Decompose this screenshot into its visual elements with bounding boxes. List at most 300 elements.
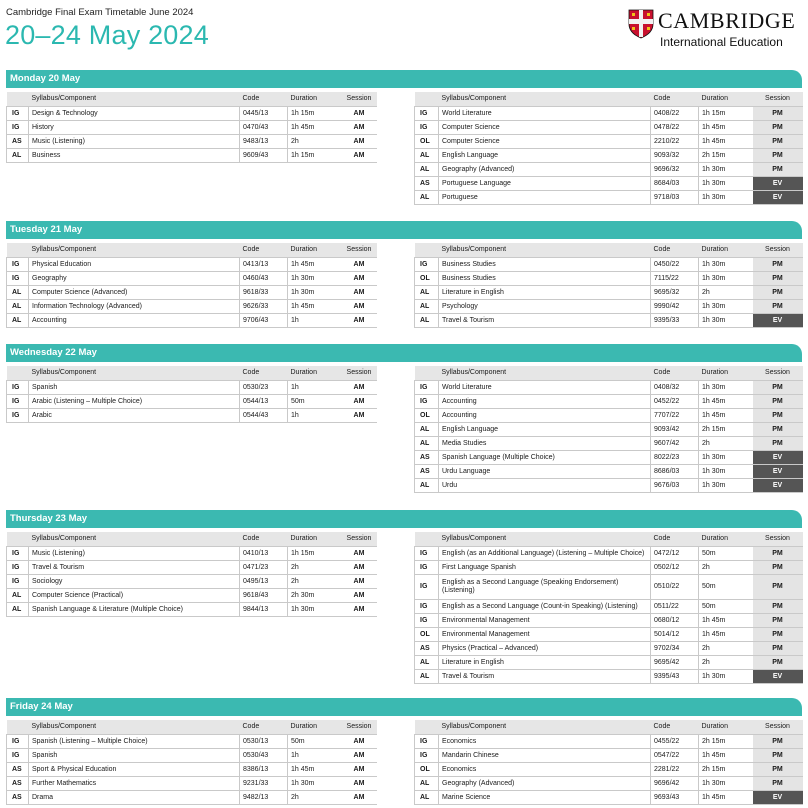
component-cell: Travel & Tourism <box>29 560 240 574</box>
table-row <box>415 655 803 669</box>
session-cell: AM <box>342 546 377 560</box>
table-row <box>7 313 377 327</box>
duration-cell: 1h <box>288 380 342 394</box>
code-cell: 0510/22 <box>651 574 699 599</box>
duration-cell: 2h <box>288 560 342 574</box>
code-cell: 0460/43 <box>240 271 288 285</box>
duration-cell: 1h 45m <box>699 120 753 134</box>
level-cell: AL <box>415 422 439 436</box>
duration-cell: 2h <box>699 655 753 669</box>
level-cell: AL <box>7 602 29 616</box>
code-cell: 0511/22 <box>651 599 699 613</box>
code-cell: 0544/43 <box>240 408 288 422</box>
duration-cell: 1h <box>288 408 342 422</box>
component-cell: Spanish <box>29 748 240 762</box>
left-session-table <box>6 532 377 617</box>
table-row <box>7 762 377 776</box>
code-cell: 9609/43 <box>240 148 288 162</box>
level-cell: AS <box>7 776 29 790</box>
component-cell: Music (Listening) <box>29 546 240 560</box>
code-header: Code <box>240 243 288 257</box>
session-header: Session <box>753 243 803 257</box>
code-cell: 9695/32 <box>651 285 699 299</box>
duration-cell: 2h <box>699 436 753 450</box>
table-header-row <box>415 366 803 380</box>
table-row <box>415 271 803 285</box>
component-cell: Spanish <box>29 380 240 394</box>
duration-cell: 2h 15m <box>699 422 753 436</box>
session-cell: AM <box>342 313 377 327</box>
session-cell: AM <box>342 588 377 602</box>
duration-cell: 2h <box>699 641 753 655</box>
session-cell: PM <box>753 734 803 748</box>
code-header: Code <box>651 92 699 106</box>
table-row <box>415 408 803 422</box>
component-cell: Drama <box>29 790 240 804</box>
table-row <box>415 285 803 299</box>
code-cell: 0530/23 <box>240 380 288 394</box>
level-header <box>415 243 439 257</box>
table-row <box>7 134 377 148</box>
table-row <box>7 380 377 394</box>
level-cell: AL <box>415 190 439 204</box>
session-cell: AM <box>342 148 377 162</box>
component-header: Syllabus/Component <box>439 532 651 546</box>
level-cell: IG <box>7 574 29 588</box>
duration-cell: 1h 15m <box>699 106 753 120</box>
session-header: Session <box>753 92 803 106</box>
session-header: Session <box>342 720 377 734</box>
table-row <box>7 120 377 134</box>
table-row <box>415 762 803 776</box>
duration-cell: 2h 15m <box>699 762 753 776</box>
table-row <box>415 380 803 394</box>
duration-cell: 50m <box>288 734 342 748</box>
component-cell: Business <box>29 148 240 162</box>
session-cell: PM <box>753 762 803 776</box>
component-cell: Further Mathematics <box>29 776 240 790</box>
code-cell: 9626/33 <box>240 299 288 313</box>
duration-cell: 2h 15m <box>699 148 753 162</box>
session-cell: PM <box>753 655 803 669</box>
code-header: Code <box>240 92 288 106</box>
session-header: Session <box>342 92 377 106</box>
level-cell: OL <box>415 627 439 641</box>
session-cell: EV <box>753 464 803 478</box>
code-cell: 9395/33 <box>651 313 699 327</box>
duration-cell: 50m <box>288 394 342 408</box>
component-cell: Business Studies <box>439 271 651 285</box>
table-row <box>415 464 803 478</box>
component-cell: English as a Second Language (Count-in Speaking) (Listening) <box>439 599 651 613</box>
session-cell: EV <box>753 478 803 492</box>
duration-cell: 1h 30m <box>699 776 753 790</box>
timetable-subtitle: Cambridge Final Exam Timetable June 2024 <box>6 7 194 18</box>
duration-header: Duration <box>699 366 753 380</box>
session-cell: PM <box>753 285 803 299</box>
session-header: Session <box>753 532 803 546</box>
component-cell: Urdu <box>439 478 651 492</box>
table-row <box>7 394 377 408</box>
session-cell: PM <box>753 380 803 394</box>
cambridge-logo <box>628 6 800 50</box>
component-cell: Marine Science <box>439 790 651 804</box>
shield-icon <box>628 9 654 39</box>
code-cell: 9618/33 <box>240 285 288 299</box>
component-header: Syllabus/Component <box>439 92 651 106</box>
code-cell: 7115/22 <box>651 271 699 285</box>
component-cell: Computer Science (Advanced) <box>29 285 240 299</box>
session-cell: PM <box>753 546 803 560</box>
component-header: Syllabus/Component <box>29 243 240 257</box>
session-cell: PM <box>753 106 803 120</box>
code-cell: 9607/42 <box>651 436 699 450</box>
code-header: Code <box>651 366 699 380</box>
session-header: Session <box>342 243 377 257</box>
session-header: Session <box>753 720 803 734</box>
left-session-table <box>6 92 377 163</box>
table-header-row <box>7 366 377 380</box>
table-row <box>415 313 803 327</box>
code-header: Code <box>240 720 288 734</box>
session-cell: AM <box>342 134 377 148</box>
session-cell: EV <box>753 790 803 804</box>
code-cell: 0408/32 <box>651 380 699 394</box>
table-row <box>7 106 377 120</box>
component-cell: Computer Science <box>439 134 651 148</box>
code-cell: 0445/13 <box>240 106 288 120</box>
session-cell: PM <box>753 627 803 641</box>
table-row <box>415 748 803 762</box>
level-cell: AL <box>415 299 439 313</box>
session-cell: AM <box>342 257 377 271</box>
duration-cell: 2h <box>699 560 753 574</box>
component-cell: Psychology <box>439 299 651 313</box>
session-cell: AM <box>342 560 377 574</box>
level-cell: IG <box>415 574 439 599</box>
level-cell: IG <box>415 120 439 134</box>
duration-cell: 2h <box>288 790 342 804</box>
level-cell: IG <box>415 546 439 560</box>
level-cell: AS <box>415 450 439 464</box>
component-cell: Portuguese <box>439 190 651 204</box>
table-row <box>415 162 803 176</box>
level-cell: IG <box>415 613 439 627</box>
duration-header: Duration <box>699 92 753 106</box>
table-row <box>415 613 803 627</box>
level-cell: AL <box>7 313 29 327</box>
level-cell: AL <box>415 313 439 327</box>
duration-cell: 1h <box>288 748 342 762</box>
component-cell: Spanish Language (Multiple Choice) <box>439 450 651 464</box>
code-cell: 0408/22 <box>651 106 699 120</box>
component-cell: Spanish (Listening – Multiple Choice) <box>29 734 240 748</box>
level-cell: IG <box>415 748 439 762</box>
table-header-row <box>415 92 803 106</box>
table-row <box>415 257 803 271</box>
table-row <box>415 560 803 574</box>
duration-cell: 1h 30m <box>288 285 342 299</box>
component-cell: Business Studies <box>439 257 651 271</box>
logo-wordmark: CAMBRIDGE <box>658 8 796 33</box>
table-row <box>415 436 803 450</box>
code-cell: 0478/22 <box>651 120 699 134</box>
component-cell: Literature in English <box>439 655 651 669</box>
level-cell: OL <box>415 762 439 776</box>
duration-cell: 1h 15m <box>288 148 342 162</box>
code-cell: 8386/13 <box>240 762 288 776</box>
code-cell: 9093/42 <box>651 422 699 436</box>
code-cell: 9696/32 <box>651 162 699 176</box>
component-cell: Accounting <box>439 408 651 422</box>
component-cell: Arabic <box>29 408 240 422</box>
session-cell: PM <box>753 120 803 134</box>
table-row <box>415 478 803 492</box>
logo-subtitle: International Education <box>660 35 783 49</box>
duration-header: Duration <box>699 243 753 257</box>
level-cell: IG <box>7 560 29 574</box>
component-cell: Environmental Management <box>439 613 651 627</box>
document-header <box>0 0 808 64</box>
level-cell: AL <box>415 285 439 299</box>
level-cell: IG <box>7 380 29 394</box>
component-cell: Geography (Advanced) <box>439 776 651 790</box>
component-header: Syllabus/Component <box>29 92 240 106</box>
component-header: Syllabus/Component <box>439 243 651 257</box>
table-row <box>415 422 803 436</box>
session-cell: PM <box>753 613 803 627</box>
table-header-row <box>415 720 803 734</box>
table-row <box>415 394 803 408</box>
session-cell: AM <box>342 790 377 804</box>
table-row <box>415 176 803 190</box>
level-header <box>7 532 29 546</box>
duration-cell: 1h 45m <box>699 134 753 148</box>
component-header: Syllabus/Component <box>439 366 651 380</box>
code-cell: 0452/22 <box>651 394 699 408</box>
level-cell: IG <box>415 560 439 574</box>
code-cell: 8686/03 <box>651 464 699 478</box>
code-cell: 9618/43 <box>240 588 288 602</box>
session-cell: PM <box>753 134 803 148</box>
table-row <box>7 285 377 299</box>
level-cell: OL <box>415 271 439 285</box>
component-cell: Computer Science (Practical) <box>29 588 240 602</box>
session-cell: PM <box>753 776 803 790</box>
level-header <box>415 366 439 380</box>
duration-cell: 1h 30m <box>699 299 753 313</box>
duration-header: Duration <box>699 720 753 734</box>
left-session-table <box>6 243 377 328</box>
component-cell: Urdu Language <box>439 464 651 478</box>
component-cell: English Language <box>439 422 651 436</box>
duration-cell: 2h 30m <box>288 588 342 602</box>
table-row <box>7 790 377 804</box>
code-cell: 0471/23 <box>240 560 288 574</box>
duration-cell: 1h 30m <box>699 669 753 683</box>
session-cell: AM <box>342 408 377 422</box>
code-cell: 0547/22 <box>651 748 699 762</box>
day-heading: Wednesday 22 May <box>6 344 802 362</box>
level-header <box>415 92 439 106</box>
table-row <box>7 257 377 271</box>
component-cell: Economics <box>439 762 651 776</box>
table-row <box>415 148 803 162</box>
table-row <box>415 574 803 599</box>
table-row <box>415 546 803 560</box>
session-cell: AM <box>342 120 377 134</box>
right-session-table <box>414 720 803 805</box>
component-cell: History <box>29 120 240 134</box>
component-cell: Media Studies <box>439 436 651 450</box>
level-header <box>7 92 29 106</box>
page-title: 20–24 May 2024 <box>5 20 209 50</box>
table-row <box>7 546 377 560</box>
code-cell: 0530/43 <box>240 748 288 762</box>
level-cell: OL <box>415 134 439 148</box>
code-cell: 0472/12 <box>651 546 699 560</box>
level-header <box>7 720 29 734</box>
level-cell: AS <box>415 464 439 478</box>
code-cell: 9706/43 <box>240 313 288 327</box>
component-cell: Music (Listening) <box>29 134 240 148</box>
code-cell: 0470/43 <box>240 120 288 134</box>
session-cell: AM <box>342 106 377 120</box>
table-row <box>7 602 377 616</box>
level-cell: AL <box>415 776 439 790</box>
duration-cell: 1h 30m <box>699 271 753 285</box>
day-heading: Thursday 23 May <box>6 510 802 528</box>
component-cell: Computer Science <box>439 120 651 134</box>
session-cell: AM <box>342 762 377 776</box>
session-cell: PM <box>753 560 803 574</box>
component-header: Syllabus/Component <box>29 532 240 546</box>
session-cell: PM <box>753 599 803 613</box>
component-cell: Design & Technology <box>29 106 240 120</box>
day-section <box>6 344 802 489</box>
level-cell: AL <box>7 588 29 602</box>
table-row <box>415 734 803 748</box>
code-cell: 0680/12 <box>651 613 699 627</box>
table-row <box>415 599 803 613</box>
session-cell: AM <box>342 574 377 588</box>
duration-cell: 50m <box>699 599 753 613</box>
level-cell: IG <box>415 106 439 120</box>
component-cell: Travel & Tourism <box>439 313 651 327</box>
duration-cell: 1h 30m <box>699 257 753 271</box>
code-cell: 9696/42 <box>651 776 699 790</box>
level-cell: IG <box>7 748 29 762</box>
code-cell: 9483/13 <box>240 134 288 148</box>
duration-cell: 1h 45m <box>699 790 753 804</box>
duration-cell: 1h 30m <box>288 271 342 285</box>
component-cell: Economics <box>439 734 651 748</box>
level-cell: IG <box>415 599 439 613</box>
session-cell: EV <box>753 190 803 204</box>
table-row <box>415 106 803 120</box>
session-cell: AM <box>342 394 377 408</box>
level-cell: IG <box>7 257 29 271</box>
level-cell: AS <box>7 790 29 804</box>
right-session-table <box>414 243 803 328</box>
session-header: Session <box>342 532 377 546</box>
level-cell: AL <box>7 285 29 299</box>
code-cell: 0544/13 <box>240 394 288 408</box>
level-header <box>415 720 439 734</box>
day-section <box>6 70 802 201</box>
duration-cell: 1h 45m <box>699 408 753 422</box>
code-cell: 0413/13 <box>240 257 288 271</box>
duration-cell: 1h <box>288 313 342 327</box>
component-header: Syllabus/Component <box>29 720 240 734</box>
component-cell: Literature in English <box>439 285 651 299</box>
session-cell: PM <box>753 257 803 271</box>
code-cell: 2210/22 <box>651 134 699 148</box>
code-cell: 0502/12 <box>651 560 699 574</box>
component-cell: Portuguese Language <box>439 176 651 190</box>
day-section <box>6 221 802 324</box>
duration-header: Duration <box>288 720 342 734</box>
code-cell: 9990/42 <box>651 299 699 313</box>
session-cell: PM <box>753 299 803 313</box>
level-header <box>7 243 29 257</box>
duration-cell: 1h 30m <box>699 190 753 204</box>
component-cell: Information Technology (Advanced) <box>29 299 240 313</box>
level-cell: IG <box>7 734 29 748</box>
code-cell: 0455/22 <box>651 734 699 748</box>
session-cell: PM <box>753 271 803 285</box>
duration-header: Duration <box>288 532 342 546</box>
level-cell: IG <box>7 394 29 408</box>
duration-cell: 2h <box>288 134 342 148</box>
day-heading: Friday 24 May <box>6 698 802 716</box>
component-cell: Physics (Practical – Advanced) <box>439 641 651 655</box>
component-cell: Arabic (Listening – Multiple Choice) <box>29 394 240 408</box>
component-cell: Travel & Tourism <box>439 669 651 683</box>
code-cell: 9231/33 <box>240 776 288 790</box>
duration-cell: 1h 30m <box>288 602 342 616</box>
table-header-row <box>7 243 377 257</box>
level-cell: AL <box>415 478 439 492</box>
session-cell: EV <box>753 450 803 464</box>
code-header: Code <box>240 532 288 546</box>
table-row <box>415 190 803 204</box>
level-cell: AS <box>7 762 29 776</box>
session-cell: EV <box>753 669 803 683</box>
table-row <box>415 669 803 683</box>
level-cell: AL <box>415 436 439 450</box>
code-cell: 0450/22 <box>651 257 699 271</box>
component-cell: English (as an Additional Language) (Listening – Multiple Choice) <box>439 546 651 560</box>
code-cell: 9695/42 <box>651 655 699 669</box>
code-cell: 9844/13 <box>240 602 288 616</box>
duration-cell: 1h 30m <box>699 380 753 394</box>
day-section <box>6 510 802 680</box>
duration-cell: 1h 30m <box>699 464 753 478</box>
duration-cell: 1h 30m <box>699 450 753 464</box>
code-header: Code <box>651 532 699 546</box>
right-session-table <box>414 92 803 205</box>
table-row <box>415 120 803 134</box>
day-section <box>6 698 802 801</box>
duration-cell: 1h 45m <box>699 613 753 627</box>
level-cell: AL <box>7 148 29 162</box>
session-cell: AM <box>342 285 377 299</box>
table-row <box>7 776 377 790</box>
table-row <box>7 588 377 602</box>
table-row <box>7 271 377 285</box>
code-header: Code <box>240 366 288 380</box>
